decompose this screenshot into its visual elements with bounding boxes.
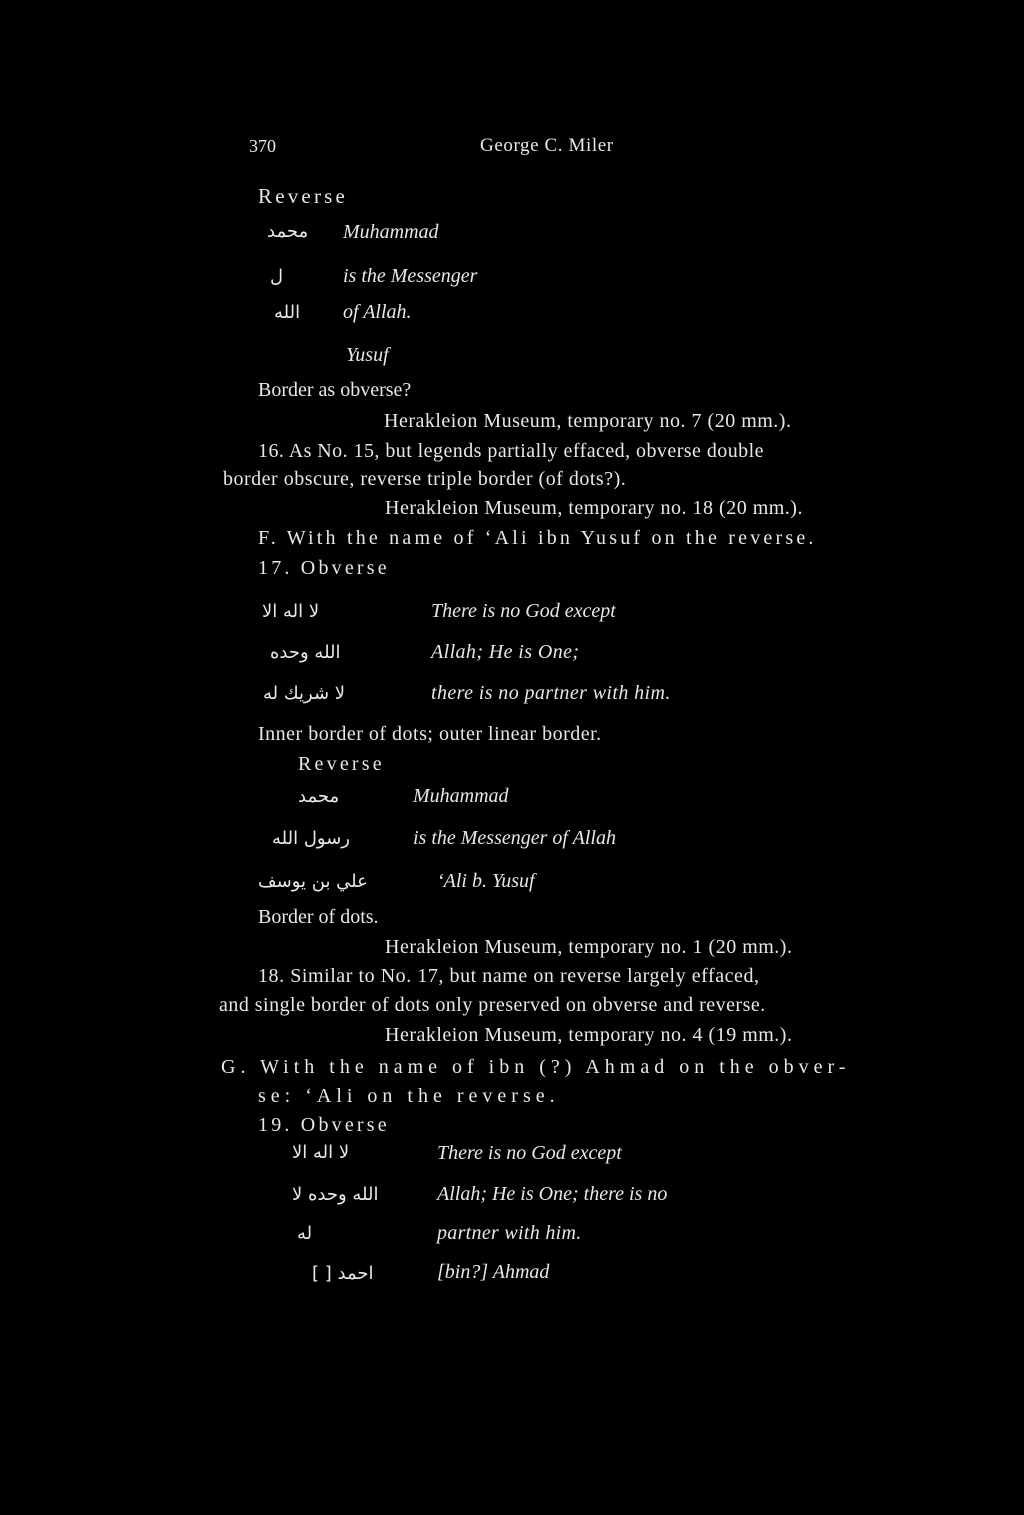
item17-rev-arabic-1: محمد [298, 786, 340, 807]
item19-translation-3: partner with him. [437, 1222, 582, 1244]
item17-translation-3: there is no partner with him. [431, 682, 671, 704]
name-yusuf: Yusuf [346, 344, 389, 366]
item18-line2: and single border of dots only preserved on obverse and reverse. [219, 994, 766, 1016]
item17-reverse-heading: Reverse [298, 753, 385, 775]
item17-arabic-1: لا اله الا [262, 601, 320, 622]
item19-arabic-3: له [297, 1223, 313, 1244]
item19-arabic-2: الله وحده لا [292, 1184, 379, 1205]
item16-line2: border obscure, reverse triple border (of dots?). [223, 468, 627, 490]
border-note: Border as obverse? [258, 379, 412, 401]
item17-translation-1: There is no God except [431, 600, 616, 622]
reverse-heading: Reverse [258, 184, 349, 208]
arabic-line-1: محمد [267, 221, 309, 242]
item19-obverse-heading: 19. Obverse [258, 1114, 390, 1136]
arabic-line-3: الله [274, 302, 301, 323]
item19-translation-4: [bin?] Ahmad [437, 1261, 550, 1283]
item17-rev-translation-2: is the Messenger of Allah [413, 827, 616, 849]
item17-rev-translation-1: Muhammad [413, 785, 509, 807]
item19-arabic-1: لا اله الا [292, 1142, 350, 1163]
section-g-line2: se: ‘Ali on the reverse. [258, 1085, 560, 1107]
arabic-line-2: ل [270, 266, 284, 287]
museum-ref-top: Herakleion Museum, temporary no. 7 (20 mm.). [384, 410, 792, 432]
item17-arabic-2: الله وحده [270, 642, 341, 663]
item17-rev-translation-3: ‘Ali b. Yusuf [437, 870, 535, 892]
page-number: 370 [249, 136, 276, 156]
item17-museum: Herakleion Museum, temporary no. 1 (20 mm.). [385, 936, 793, 958]
item16-line1: 16. As No. 15, but legends partially effaced, obverse double [258, 440, 764, 462]
item17-arabic-3: لا شريك له [263, 683, 346, 704]
item16-museum: Herakleion Museum, temporary no. 18 (20 mm.). [385, 497, 803, 519]
item17-translation-2: Allah; He is One; [431, 641, 580, 663]
translation-line-1: Muhammad [343, 221, 439, 243]
section-f-heading: F. With the name of ‘Ali ibn Yusuf on the reverse. [258, 527, 817, 549]
item18-line1: 18. Similar to No. 17, but name on reverse largely effaced, [258, 965, 760, 987]
item18-museum: Herakleion Museum, temporary no. 4 (19 mm.). [385, 1024, 793, 1046]
translation-line-3: of Allah. [343, 301, 412, 323]
item17-rev-border: Border of dots. [258, 906, 379, 928]
item17-rev-arabic-3: علي بن يوسف [258, 871, 368, 892]
item17-rev-arabic-2: رسول الله [272, 828, 350, 849]
item19-translation-1: There is no God except [437, 1142, 622, 1164]
section-g-line1: G. With the name of ibn (?) Ahmad on the obver- [221, 1056, 851, 1078]
item19-translation-2: Allah; He is One; there is no [437, 1183, 668, 1205]
translation-line-2: is the Messenger [343, 265, 478, 287]
running-title: George C. Miler [480, 135, 614, 156]
item17-obverse-heading: 17. Obverse [258, 557, 390, 579]
item19-arabic-4: [ ] احمد [312, 1263, 374, 1284]
item17-border: Inner border of dots; outer linear border. [258, 723, 602, 745]
